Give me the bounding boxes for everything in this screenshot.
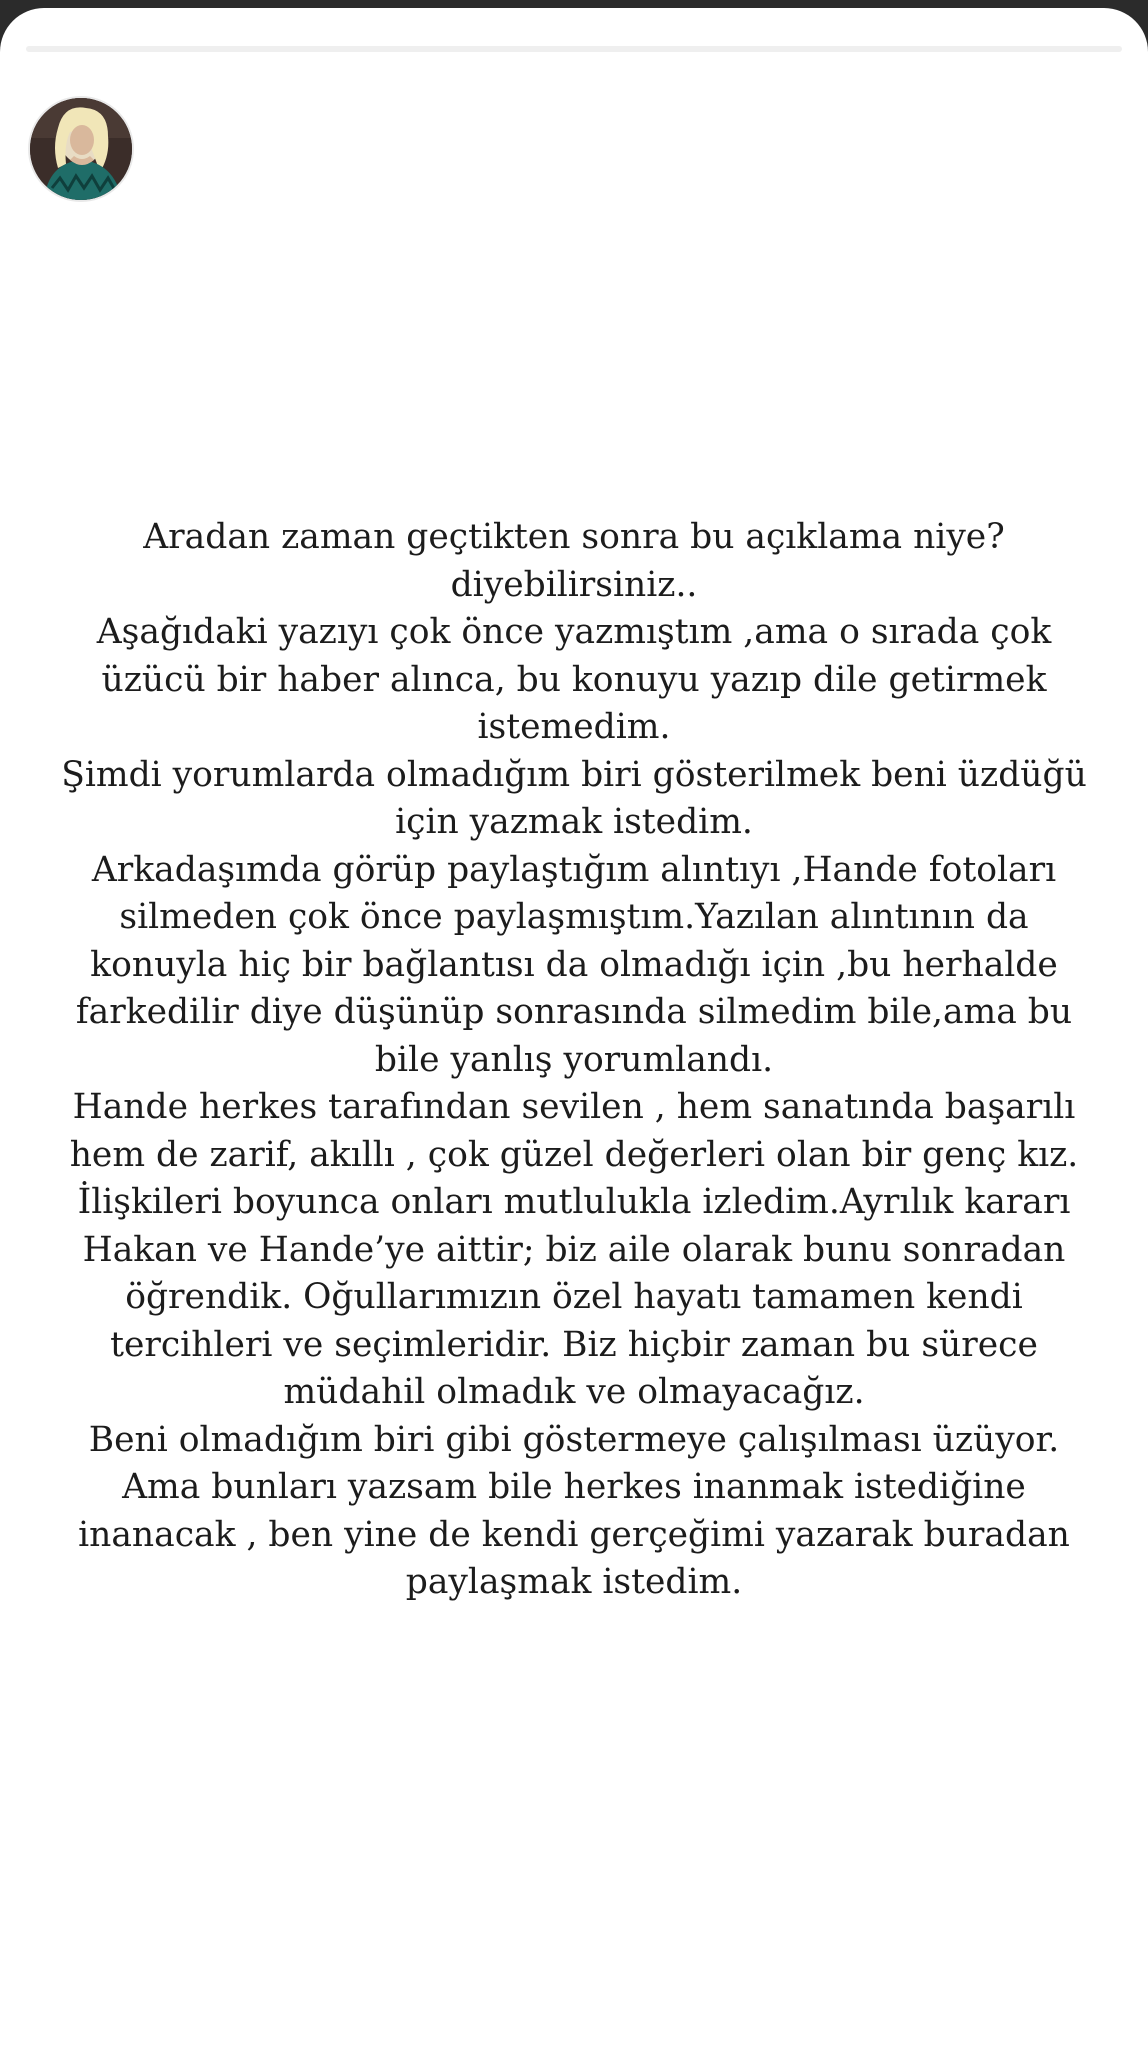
story-card[interactable] bbox=[0, 8, 1148, 2048]
story-text-line: Şimdi yorumlarda olmadığım biri gösterilmek beni üzdüğü bbox=[61, 754, 1087, 795]
story-text-line: Aşağıdaki yazıyı çok önce yazmıştım ,ama o sırada çok bbox=[96, 612, 1052, 652]
profile-avatar[interactable] bbox=[30, 98, 132, 200]
story-progress-bar bbox=[26, 46, 1122, 52]
story-text-line: Hande herkes tarafından sevilen , hem sanatında başarılı bbox=[72, 1087, 1076, 1127]
story-text-line: Beni olmadığım biri gibi göstermeye çalışılması üzüyor. bbox=[88, 1419, 1060, 1460]
avatar-photo-icon bbox=[30, 98, 132, 200]
story-text-line: üzücü bir haber alınca, bu konuyu yazıp dile getirmek bbox=[101, 659, 1047, 700]
story-text-line: inanacak , ben yine de kendi gerçeğimi yazarak buradan bbox=[78, 1514, 1070, 1555]
story-text-line: Aradan zaman geçtikten sonra bu açıklama niye? bbox=[143, 517, 1005, 557]
story-text-line: konuyla hiç bir bağlantısı da olmadığı için ,bu herhalde bbox=[90, 944, 1058, 985]
story-text-line: Hakan ve Hande’ye aittir; biz aile olarak bunu sonradan bbox=[82, 1229, 1066, 1270]
story-text-line: müdahil olmadık ve olmayacağız. bbox=[283, 1372, 865, 1412]
story-text-line: İlişkileri boyunca onları mutlulukla izledim.Ayrılık kararı bbox=[77, 1182, 1071, 1222]
story-text-line: öğrendik. Oğullarımızın özel hayatı tamamen kendi bbox=[125, 1277, 1023, 1317]
story-text-line: bile yanlış yorumlandı. bbox=[374, 1039, 774, 1080]
story-text-line: paylaşmak istedim. bbox=[405, 1562, 743, 1602]
story-text-line: istemedim. bbox=[477, 707, 671, 747]
story-text-line: diyebilirsiniz.. bbox=[450, 564, 698, 605]
story-text-line: tercihleri ve seçimleridir. Biz hiçbir zaman bu sürece bbox=[110, 1324, 1038, 1365]
story-text bbox=[30, 514, 1118, 1607]
story-text-line: için yazmak istedim. bbox=[395, 802, 753, 842]
story-text-line: Ama bunları yazsam bile herkes inanmak istediğine bbox=[122, 1467, 1026, 1507]
story-text-line: silmeden çok önce paylaşmıştım.Yazılan alıntının da bbox=[119, 897, 1029, 937]
story-text-line: farkedilir diye düşünüp sonrasında silmedim bile,ama bu bbox=[75, 992, 1073, 1032]
story-text-line: Arkadaşımda görüp paylaştığım alıntıyı ,Hande fotoları bbox=[91, 849, 1057, 890]
story-text-line: hem de zarif, akıllı , çok güzel değerleri olan bir genç kız. bbox=[69, 1134, 1079, 1175]
